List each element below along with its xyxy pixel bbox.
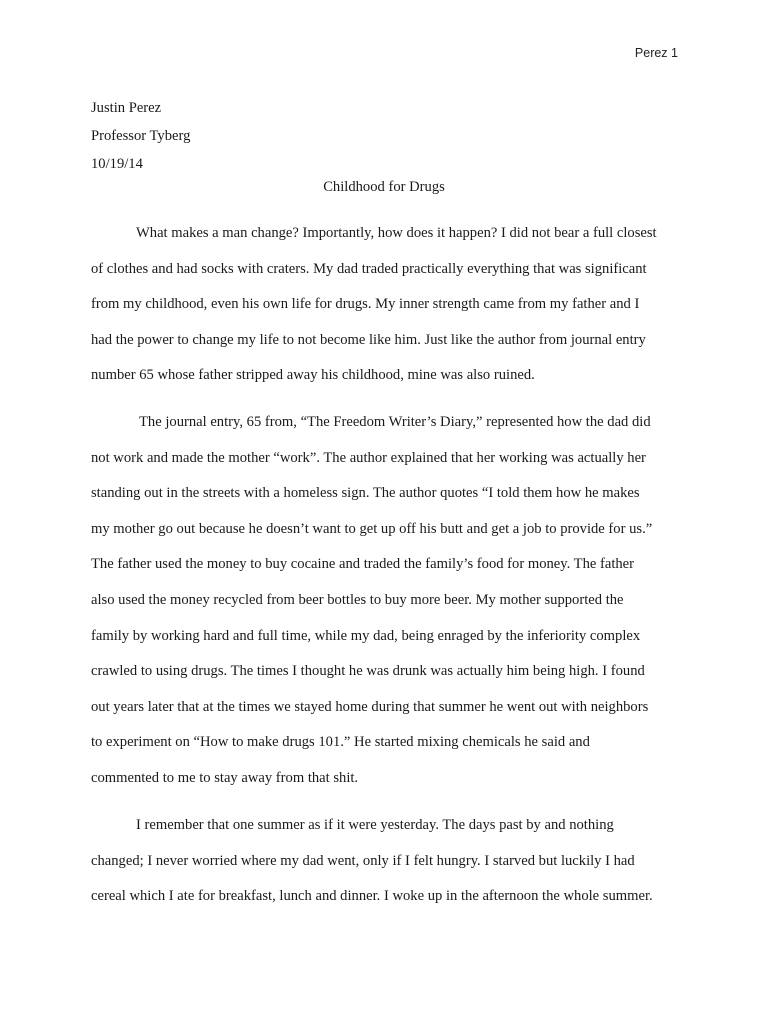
paragraph-line: family by working hard and full time, while my dad, being enraged by the inferiority complex [91, 627, 641, 644]
paragraph-line: my mother go out because he doesn’t want to get up off his butt and get a job to provide for us.” [91, 520, 653, 537]
paragraph-line: cereal which I ate for breakfast, lunch and dinner. I woke up in the afternoon the whole summer. [91, 888, 653, 905]
instructor-name: Professor Tyberg [91, 128, 191, 144]
paragraph-line: from my childhood, even his own life for drugs. My inner strength came from my father and I [91, 296, 640, 313]
paragraph-line: I remember that one summer as if it were yesterday. The days past by and nothing [136, 817, 614, 833]
mla-heading [91, 94, 190, 178]
paragraph-2 [91, 405, 677, 797]
paragraph-3 [91, 808, 677, 915]
paragraph-line: also used the money recycled from beer bottles to buy more beer. My mother supported the [91, 591, 624, 608]
paragraph-line: What makes a man change? Importantly, how does it happen? I did not bear a full closest [136, 225, 657, 241]
paragraph-line: out years later that at the times we stayed home during that summer he went out with neighbors [91, 698, 649, 715]
author-name: Justin Perez [91, 100, 162, 116]
essay-title: Childhood for Drugs [323, 179, 445, 195]
paragraph-line: The father used the money to buy cocaine and traded the family’s food for money. The father [91, 556, 635, 573]
paragraph-line: changed; I never worried where my dad went, only if I felt hungry. I starved but luckily I had [91, 852, 635, 869]
paragraph-1 [91, 216, 677, 394]
paragraph-line: number 65 whose father stripped away his childhood, mine was also ruined. [91, 367, 535, 384]
paragraph-line: crawled to using drugs. The times I thought he was drunk was actually him being high. I found [91, 663, 645, 680]
paragraph-line: The journal entry, 65 from, “The Freedom Writer’s Diary,” represented how the dad did [139, 414, 651, 430]
paragraph-line: commented to me to stay away from that shit. [91, 769, 359, 786]
paragraph-line: had the power to change my life to not become like him. Just like the author from journal entry [91, 331, 646, 348]
paragraph-line: not work and made the mother “work”. The author explained that her working was actually her [91, 449, 646, 466]
paragraph-line: of clothes and had socks with craters. My dad traded practically everything that was significant [91, 260, 647, 277]
running-head: Perez 1 [634, 46, 678, 60]
essay-date: 10/19/14 [91, 156, 143, 172]
paragraph-line: standing out in the streets with a homeless sign. The author quotes “I told them how he makes [91, 485, 640, 502]
paragraph-line: to experiment on “How to make drugs 101.” He started mixing chemicals he said and [91, 734, 590, 751]
